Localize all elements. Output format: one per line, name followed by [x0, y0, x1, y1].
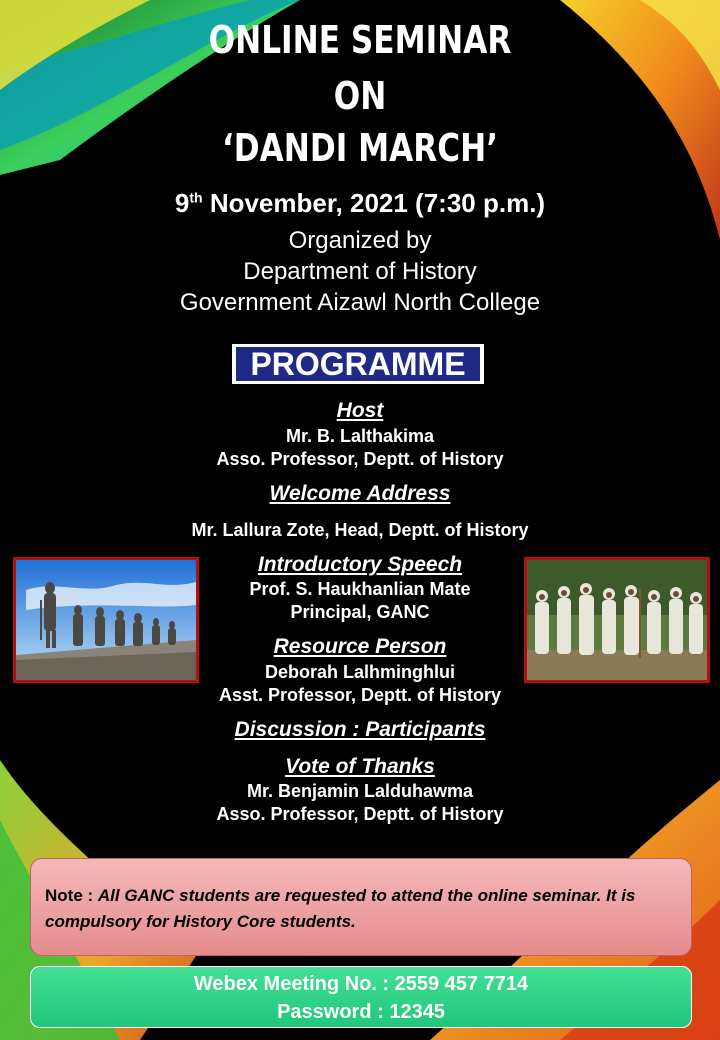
- date-suffix: th: [189, 189, 203, 206]
- vote-of-thanks-name: Mr. Benjamin Lalduhawma: [246, 781, 474, 801]
- note-separator: :: [82, 886, 98, 905]
- welcome-heading: Welcome Address: [269, 482, 451, 505]
- discussion-heading: Discussion : Participants: [234, 718, 486, 741]
- webex-password: Password : 12345: [277, 1001, 445, 1023]
- host-name: Mr. B. Lalthakima: [285, 426, 435, 446]
- vote-of-thanks-heading: Vote of Thanks: [285, 755, 435, 778]
- intro-speech-heading: Introductory Speech: [257, 553, 463, 576]
- webex-meeting-number: Webex Meeting No. : 2559 457 7714: [193, 973, 529, 995]
- host-title: Asso. Professor, Deptt. of History: [216, 449, 504, 469]
- webex-details-box: [30, 966, 692, 1028]
- date-day: 9: [174, 188, 190, 218]
- seminar-date: [0, 188, 720, 219]
- attendance-note: [30, 858, 692, 956]
- note-label: Note: [45, 886, 83, 905]
- statue-photo-art: [16, 560, 196, 680]
- welcome-speaker: Mr. Lallura Zote, Head, Deptt. of History: [191, 520, 529, 540]
- host-heading: Host: [336, 399, 384, 422]
- date-rest: November, 2021 (7:30 p.m.): [202, 188, 546, 218]
- organizer-line3: Government Aizawl North College: [179, 289, 541, 316]
- dandi-march-marchers-photo: [524, 557, 710, 683]
- vote-of-thanks-title: Asso. Professor, Deptt. of History: [216, 804, 504, 824]
- intro-speaker-name: Prof. S. Haukhanlian Mate: [249, 579, 471, 599]
- organizer-line1: Organized by: [288, 227, 432, 254]
- seminar-title-line1: ONLINE SEMINAR: [208, 18, 512, 62]
- seminar-title-line3: ‘DANDI MARCH’: [221, 126, 499, 170]
- organizer-line2: Department of History: [243, 258, 477, 285]
- intro-speaker-title: Principal, GANC: [290, 602, 430, 622]
- resource-person-name: Deborah Lalhminghlui: [264, 662, 455, 682]
- note-body: All GANC students are requested to attend the online seminar. It is compulsory for History Core students.: [45, 886, 636, 931]
- resource-person-title: Asst. Professor, Deptt. of History: [218, 685, 502, 705]
- resource-person-heading: Resource Person: [273, 635, 447, 658]
- programme-banner: [232, 344, 484, 384]
- seminar-title-line2: ON: [333, 74, 387, 118]
- programme-label: PROGRAMME: [236, 347, 480, 381]
- marchers-photo-art: [527, 560, 707, 680]
- dandi-march-statue-photo: [13, 557, 199, 683]
